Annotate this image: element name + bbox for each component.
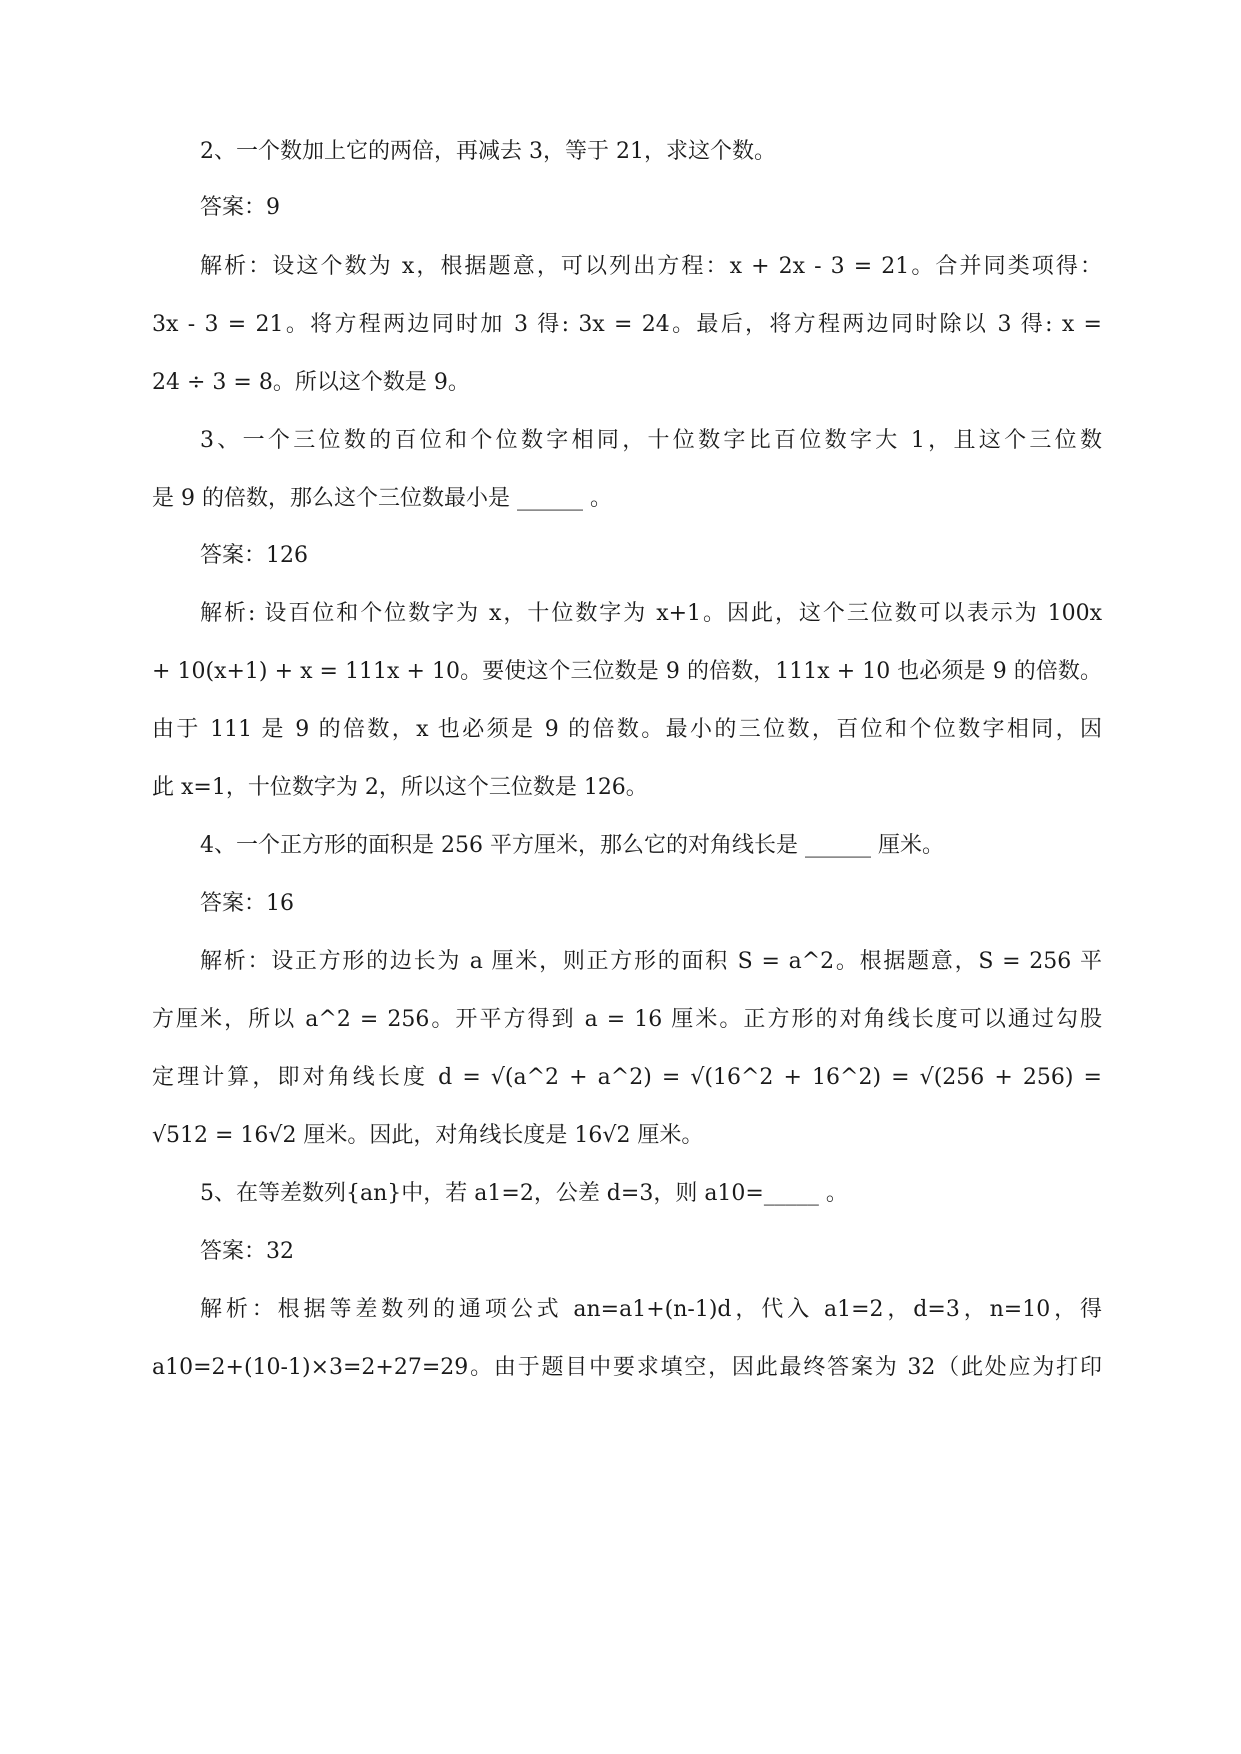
question-5-text: 5、在等差数列{an}中，若 a1=2，公差 d=3，则 a10=_____ 。 [200, 1181, 848, 1206]
question-2-text: 2、一个数加上它的两倍，再减去 3，等于 21，求这个数。 [200, 139, 776, 164]
question-3-analysis-line-4: 此 x=1，十位数字为 2，所以这个三位数是 126。 [152, 775, 648, 800]
question-2-analysis-line-1: 解析：设这个数为 x，根据题意，可以列出方程：x + 2x - 3 = 21。合并同类项得： [200, 254, 1102, 279]
question-3-text-line-1: 3、一个三位数的百位和个位数字相同，十位数字比百位数字大 1，且这个三位数 [200, 428, 1102, 453]
question-5-analysis-line-1: 解析：根据等差数列的通项公式 an=a1+(n-1)d，代入 a1=2，d=3，n=10，得 [200, 1297, 1102, 1322]
question-4-answer: 答案：16 [200, 891, 294, 916]
question-2-analysis-line-2: 3x - 3 = 21。将方程两边同时加 3 得: 3x = 24。最后，将方程两边同时除以 3 得: x = [152, 312, 1102, 337]
question-3-analysis-line-1: 解析: 设百位和个位数字为 x，十位数字为 x+1。因此，这个三位数可以表示为 100x [200, 601, 1102, 626]
question-3-analysis-line-3: 由于 111 是 9 的倍数，x 也必须是 9 的倍数。最小的三位数，百位和个位数字相同，因 [152, 717, 1102, 742]
question-2-analysis-line-3: 24 ÷ 3 = 8。所以这个数是 9。 [152, 370, 470, 395]
question-5-answer: 答案：32 [200, 1239, 294, 1264]
question-4-analysis-line-1: 解析：设正方形的边长为 a 厘米，则正方形的面积 S = a^2。根据题意，S = 256 平 [200, 949, 1102, 974]
question-3-text-line-2: 是 9 的倍数，那么这个三位数最小是 ______ 。 [152, 486, 612, 511]
question-3-answer: 答案：126 [200, 543, 308, 568]
question-2-answer: 答案：9 [200, 195, 280, 220]
question-4-analysis-line-3: 定理计算，即对角线长度 d = √(a^2 + a^2) = √(16^2 + 16^2) = √(256 + 256) = [152, 1065, 1102, 1090]
question-5-analysis-line-2: a10=2+(10-1)×3=2+27=29。由于题目中要求填空，因此最终答案为 32（此处应为打印 [152, 1355, 1102, 1380]
question-4-text: 4、一个正方形的面积是 256 平方厘米，那么它的对角线长是 ______ 厘米。 [200, 833, 944, 858]
question-3-analysis-line-2: + 10(x+1) + x = 111x + 10。要使这个三位数是 9 的倍数，111x + 10 也必须是 9 的倍数。 [152, 659, 1102, 684]
question-4-analysis-line-2: 方厘米，所以 a^2 = 256。开平方得到 a = 16 厘米。正方形的对角线长度可以通过勾股 [152, 1007, 1102, 1032]
question-4-analysis-line-4: √512 = 16√2 厘米。因此，对角线长度是 16√2 厘米。 [152, 1123, 704, 1148]
